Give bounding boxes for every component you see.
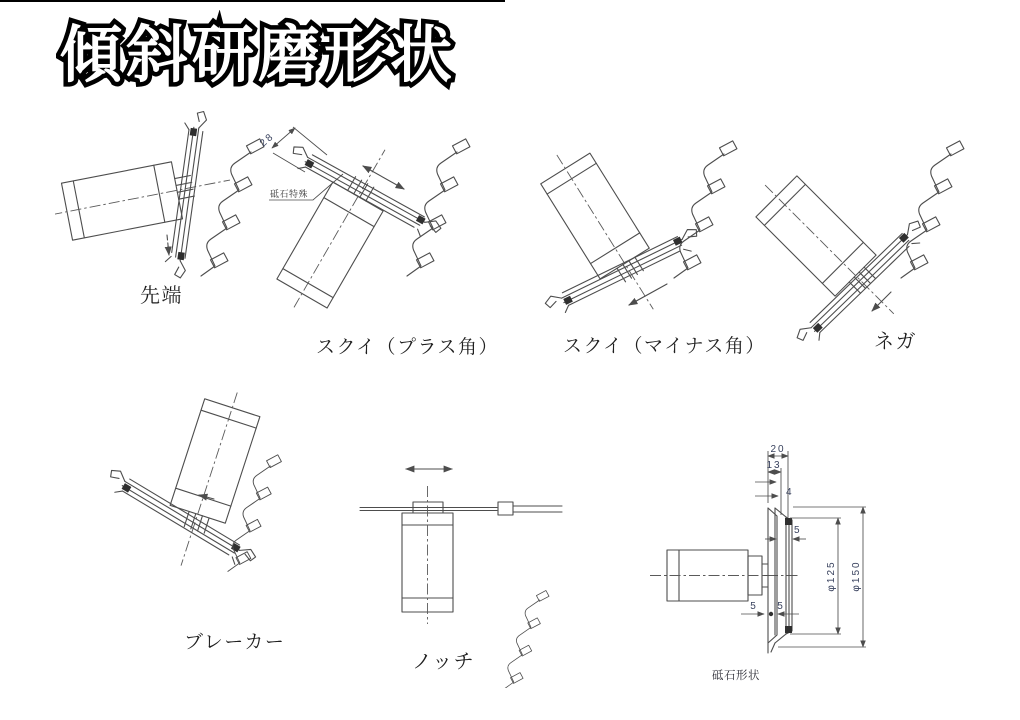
spindle <box>153 388 264 575</box>
grinding-wheel <box>286 143 443 243</box>
wheel-note-text: 砥石特殊 <box>270 189 309 199</box>
diagram-sukui-minus <box>520 138 770 358</box>
diagram-sukui-plus <box>255 112 515 362</box>
saw-blade-teeth <box>228 455 282 572</box>
caption-sukui-minus: スクイ（マイナス角） <box>563 336 766 357</box>
spindle <box>745 165 914 335</box>
wheel-note-callout <box>269 174 343 200</box>
caption-breaker: ブレーカー <box>184 632 286 653</box>
page-title-text: 傾斜研磨形状 <box>60 21 457 90</box>
dim-20-text: 20 <box>770 444 786 455</box>
feed-arrow <box>629 284 667 305</box>
caption-nega: ネガ <box>874 331 917 353</box>
feed-arrow <box>167 235 169 255</box>
dia-125-text: φ125 <box>826 560 837 592</box>
diagram-wheel-shape <box>628 423 898 693</box>
dimension-28 <box>258 127 327 172</box>
caption-sukui-plus: スクイ（プラス角） <box>316 337 499 358</box>
dimensions <box>741 444 866 647</box>
saw-blade-edge <box>498 502 562 515</box>
saw-blade-teeth <box>407 139 470 276</box>
caption-notch: ノッチ <box>412 651 476 673</box>
page-title <box>56 10 506 102</box>
saw-blade-teeth <box>901 141 964 278</box>
dim-5-left-text: 5 <box>750 601 758 612</box>
spindle <box>650 550 798 601</box>
wheel-cross-section <box>768 508 792 653</box>
grinding-wheel <box>360 508 497 511</box>
diagram-nega <box>745 128 980 358</box>
caption-sentan: 先端 <box>140 285 183 307</box>
grinding-wheel <box>163 109 207 278</box>
dim-13-text: 13 <box>766 460 782 471</box>
grinding-wheel <box>544 226 704 319</box>
caption-wheel-shape: 砥石形状 <box>712 670 760 682</box>
dim-5-right-text: 5 <box>777 601 785 612</box>
dim-5-face-text: 5 <box>794 525 802 536</box>
spindle <box>55 152 236 244</box>
saw-blade-teeth <box>674 141 737 278</box>
grinding-wheel <box>103 467 258 572</box>
spindle <box>402 486 453 624</box>
dia-150-text: φ150 <box>851 560 862 592</box>
dim-4-text: 4 <box>786 487 794 498</box>
diagram-breaker <box>95 388 365 658</box>
page-top-edge-line <box>0 0 505 2</box>
oscillation-arrow <box>363 166 404 189</box>
saw-blade-teeth <box>504 591 549 688</box>
dimension-28-text: 28 <box>258 131 277 150</box>
feed-arrow <box>872 292 891 311</box>
